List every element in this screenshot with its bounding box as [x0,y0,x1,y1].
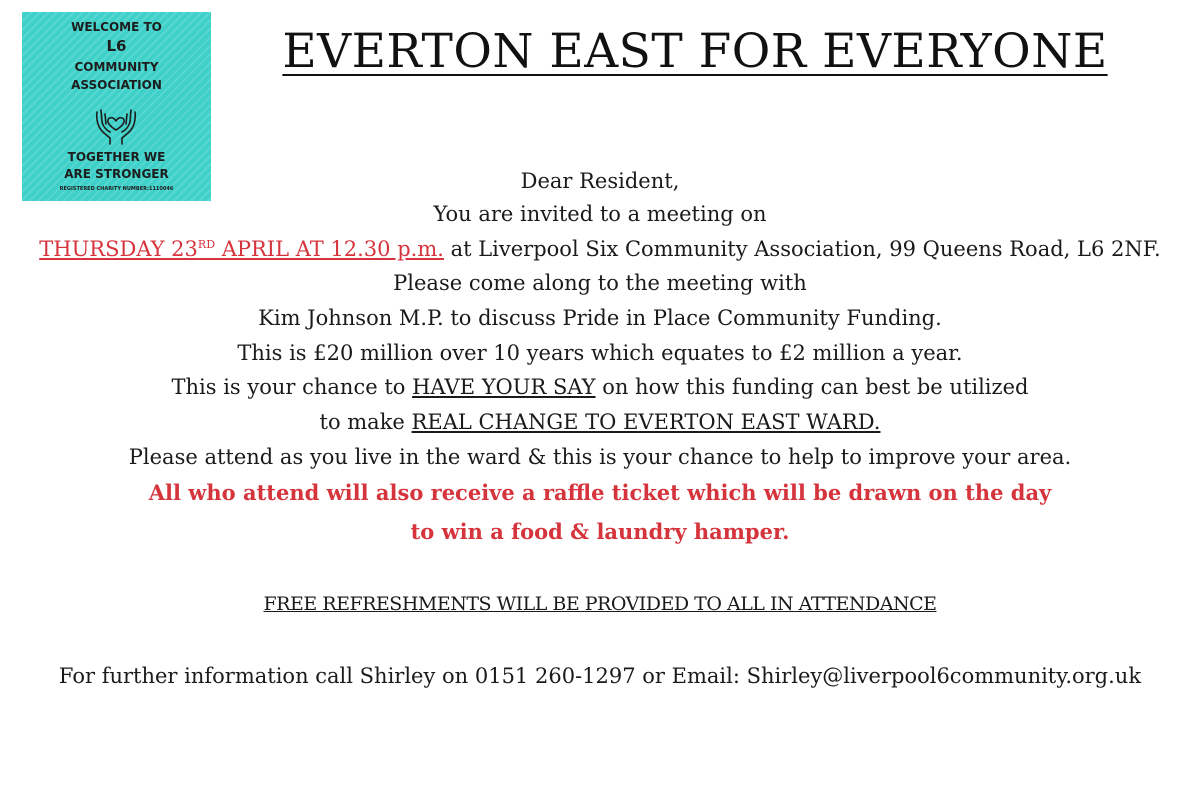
invite-line: You are invited to a meeting on [433,202,767,226]
logo-association-text: ASSOCIATION [71,78,162,92]
greeting: Dear Resident, [520,169,680,193]
body-line-1: Please come along to the meeting with [393,271,807,295]
refreshments-notice: FREE REFRESHMENTS WILL BE PROVIDED TO ALL IN ATTENDANCE [263,593,937,615]
body-line-2: Kim Johnson M.P. to discuss Pride in Place Community Funding. [258,306,942,330]
body-line-3: This is £20 million over 10 years which equates to £2 million a year. [237,341,963,365]
logo-community-text: COMMUNITY [74,60,159,74]
logo-l6-text: L6 [106,37,127,55]
hands-holding-heart-icon [93,104,139,146]
logo-stronger-text: ARE STRONGER [64,167,169,181]
logo-charity-number: REGISTERED CHARITY NUMBER:1110046 [59,186,174,192]
meeting-line [0,235,1200,263]
meeting-date: THURSDAY 23RD APRIL AT 12.30 p.m. [39,237,444,261]
body-line-5: to make REAL CHANGE TO EVERTON EAST WARD. [319,410,881,434]
have-your-say: HAVE YOUR SAY [412,375,596,399]
body-line-4: This is your chance to HAVE YOUR SAY on how this funding can best be utilized [171,375,1029,399]
raffle-line-1: All who attend will also receive a raffle ticket which will be drawn on the day [148,480,1052,505]
meeting-venue: at Liverpool Six Community Association, 99 Queens Road, L6 2NF. [443,237,1161,261]
logo-welcome-text: WELCOME TO [71,20,162,34]
real-change-text: REAL CHANGE TO EVERTON EAST WARD. [411,410,881,434]
page-title: EVERTON EAST FOR EVERYONE [282,24,1108,79]
logo-together-text: TOGETHER WE [67,150,166,164]
raffle-line-2: to win a food & laundry hamper. [410,519,790,544]
contact-info: For further information call Shirley on 0151 260-1297 or Email: Shirley@liverpool6community.org.uk [58,664,1142,688]
body-line-6: Please attend as you live in the ward & this is your chance to help to improve your area. [128,445,1072,469]
